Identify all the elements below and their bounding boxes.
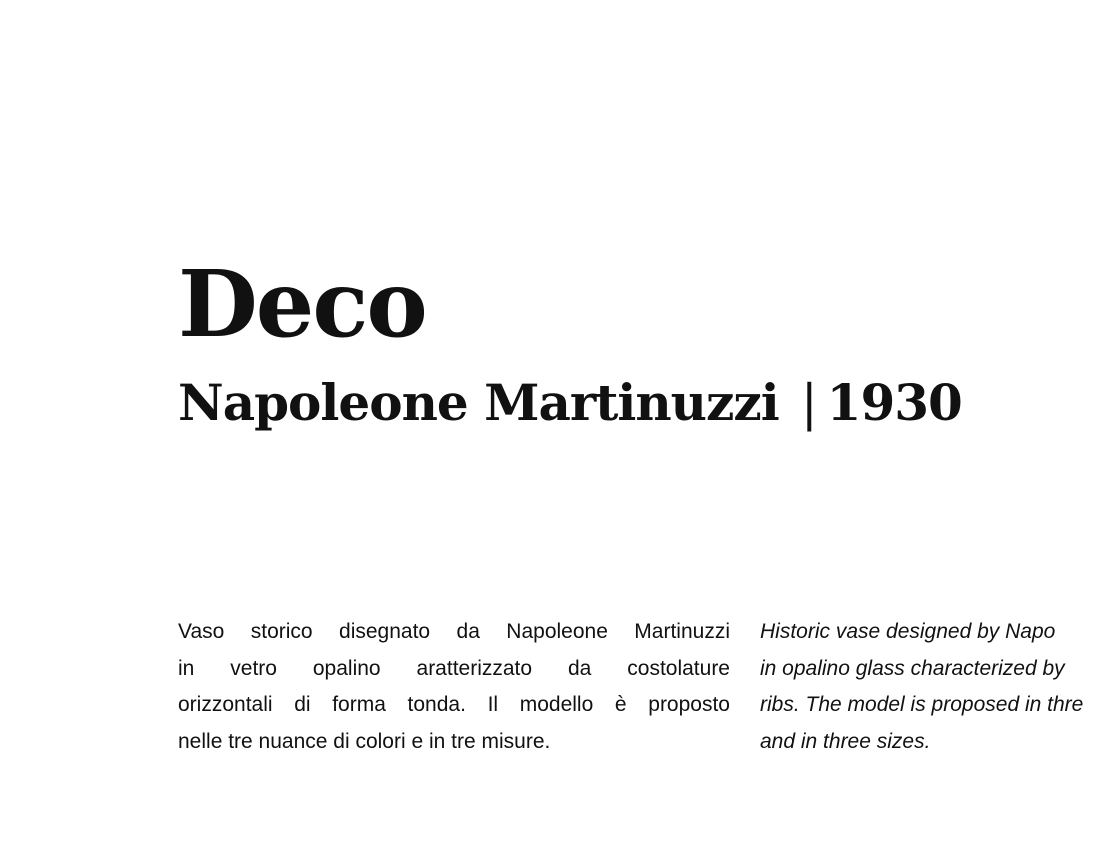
description-english-line: and in three sizes. [760, 729, 931, 753]
description-english [760, 614, 1114, 760]
description-italian [178, 614, 730, 760]
designer-name: Napoleone Martinuzzi [178, 373, 779, 432]
description-italian-line: in vetro opalino aratterizzato da costolature [178, 656, 730, 680]
description-italian-line: nelle tre nuance di colori e in tre misure. [178, 729, 551, 753]
description-italian-line: orizzontali di forma tonda. Il modello è proposto [178, 693, 730, 716]
description-english-line: ribs. The model is proposed in thre [760, 693, 1084, 716]
subtitle-separator: | [800, 374, 817, 432]
description-italian-line: Vaso storico disegnato da Napoleone Martinuzzi [178, 620, 730, 643]
product-title: Deco [178, 250, 426, 358]
description-english-line: in opalino glass characterized by [760, 656, 1065, 680]
product-year: 1930 [826, 373, 962, 432]
description-english-line: Historic vase designed by Napo [760, 620, 1056, 643]
product-subtitle [178, 373, 962, 432]
